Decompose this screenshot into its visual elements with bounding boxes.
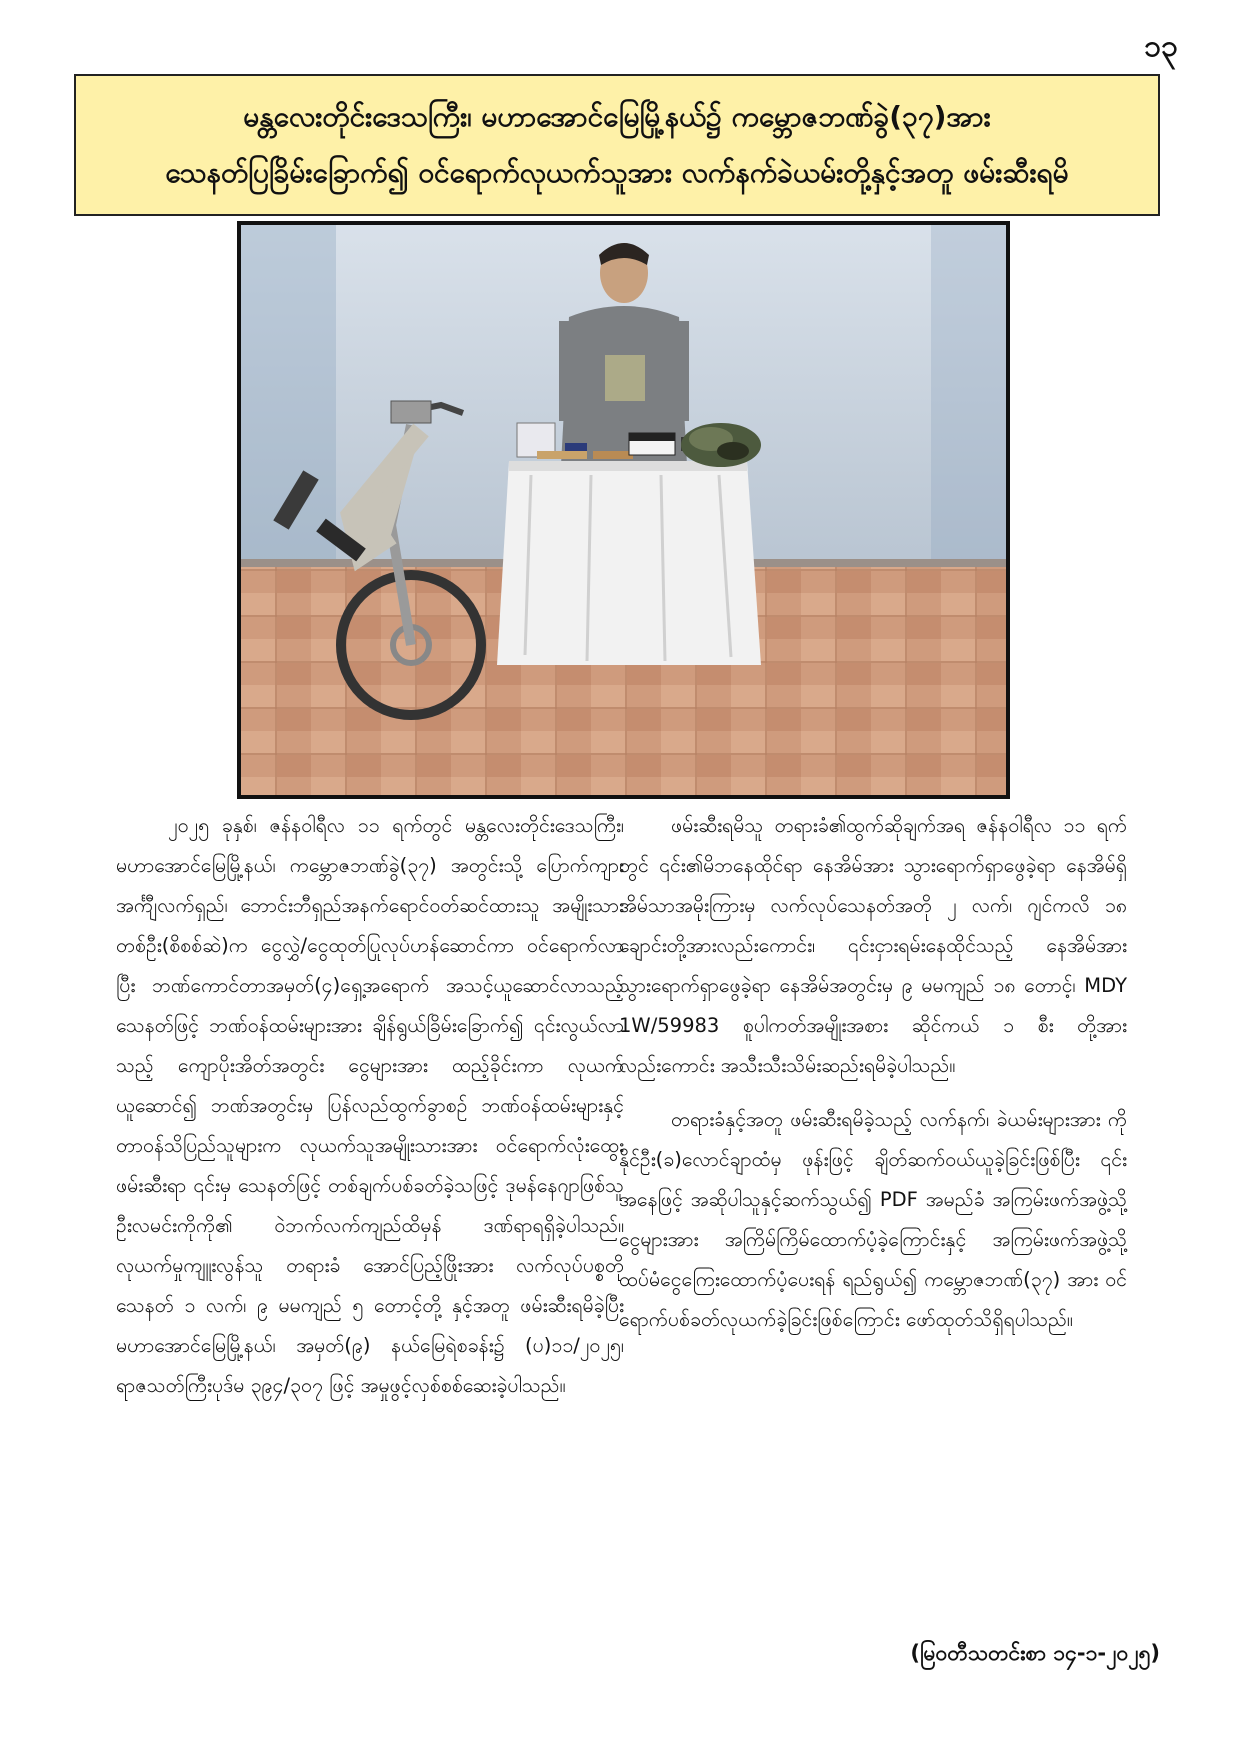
headline-line-2: သေနတ်ပြခြိမ်းခြောက်၍ ဝင်ရောက်လုယက်သူအား လက်နက်ခဲယမ်းတို့နှင့်အတူ ဖမ်းဆီးရမိ bbox=[165, 156, 1069, 189]
news-photo bbox=[237, 221, 1010, 799]
article-column-left bbox=[116, 806, 624, 1406]
page-number: ၁၃ bbox=[1144, 29, 1178, 64]
article-column-right bbox=[619, 806, 1127, 1340]
headline-line-1: မန္တလေးတိုင်းဒေသကြီး၊ မဟာအောင်မြေမြို့နယ်၌ ကမ္ဘောဇဘဏ်ခွဲ(၃၇)အား bbox=[243, 100, 991, 133]
news-photo-illustration bbox=[241, 225, 1006, 795]
article-paragraph: တရားခံနှင့်အတူ ဖမ်းဆီးရမိခဲ့သည့် လက်နက်၊ ခဲယမ်းများအား ကိုနိုင်ဦး(ခ)လောင်ချာထံမှ ဖုန်းဖြင့် ချိတ်ဆက်ဝယ်ယူခဲ့ခြင်းဖြစ်ပြီး ၎င်းအနေဖြင့် အဆိုပါသူနှင့်ဆက်သွယ်၍ PDF အမည်ခံ အကြမ်းဖက်အဖွဲ့သို့ ငွေများအား အကြိမ်ကြိမ်ထောက်ပံ့ခဲ့ကြောင်းနှင့် အကြမ်းဖက်အဖွဲ့သို့ ထပ်မံငွေကြေးထောက်ပံ့ပေးရန် ရည်ရွယ်၍ ကမ္ဘောဇဘဏ်(၃၇) အား ဝင်ရောက်ပစ်ခတ်လုယက်ခဲ့ခြင်းဖြစ်ကြောင်း ဖော်ထုတ်သိရှိရပါသည်။ bbox=[619, 1108, 1127, 1331]
news-source: (မြဝတီသတင်းစာ ၁၄-၁-၂၀၂၅) bbox=[910, 1641, 1160, 1665]
article-paragraph: ဖမ်းဆီးရမိသူ တရားခံ၏ထွက်ဆိုချက်အရ ဇန်နဝါရီလ ၁၁ ရက်တွင် ၎င်း၏မိဘနေထိုင်ရာ နေအိမ်အား သွားရောက်ရှာဖွေခဲ့ရာ နေအိမ်ရှိ အိမ်သာအမိုးကြားမှ လက်လုပ်သေနတ်အတို ၂ လက်၊ ဂျင်ကလိ ၁၈ ချောင်းတို့အားလည်းကောင်း၊ ၎င်းငှားရမ်းနေထိုင်သည့် နေအိမ်အား သွားရောက်ရှာဖွေခဲ့ရာ နေအိမ်အတွင်းမှ ၉ မမကျည် ၁၈ တောင့်၊ MDY 1W/59983 စူပါကတ်အမျိုးအစား ဆိုင်ကယ် ၁ စီး တို့အားလည်းကောင်း အသီးသီးသိမ်းဆည်းရမိခဲ့ပါသည်။ bbox=[619, 814, 1127, 1077]
article-paragraph: ၂၀၂၅ ခုနှစ်၊ ဇန်နဝါရီလ ၁၁ ရက်တွင် မန္တလေးတိုင်းဒေသကြီး၊ မဟာအောင်မြေမြို့နယ်၊ ကမ္ဘောဇဘဏ်ခွဲ(၃၇) အတွင်းသို့ ပြောက်ကျားအင်္ကျီလက်ရှည်၊ ဘောင်းဘီရှည်အနက်ရောင်ဝတ်ဆင်ထားသူ အမျိုးသားတစ်ဦး(စိစစ်ဆဲ)က ငွေလွှဲ/ငွေထုတ်ပြုလုပ်ဟန်ဆောင်ကာ ဝင်ရောက်လာပြီး ဘဏ်ကောင်တာအမှတ်(၄)ရှေ့အရောက် အသင့်ယူဆောင်လာသည့် သေနတ်ဖြင့် ဘဏ်ဝန်ထမ်းများအား ချိန်ရွယ်ခြိမ်းခြောက်၍ ၎င်းလွယ်လာသည့် ကျောပိုးအိတ်အတွင်း ငွေများအား ထည့်ခိုင်းကာ လုယက်ယူဆောင်၍ ဘဏ်အတွင်းမှ ပြန်လည်ထွက်ခွာစဉ် ဘဏ်ဝန်ထမ်းများနှင့် တာဝန်သိပြည်သူများက လုယက်သူအမျိုးသားအား ဝင်ရောက်လုံးထွေးဖမ်းဆီးရာ ၎င်းမှ သေနတ်ဖြင့် တစ်ချက်ပစ်ခတ်ခဲ့သဖြင့် ဒုမန်နေဂျာဖြစ်သူ ဦးလမင်းကိုကို၏ ဝဲဘက်လက်ကျည်ထိမှန် ဒဏ်ရာရရှိခဲ့ပါသည်။ လုယက်မှုကျူးလွန်သူ တရားခံ အောင်ပြည့်ဖြိုးအား လက်လုပ်ပစ္စတို သေနတ် ၁ လက်၊ ၉ မမကျည် ၅ တောင့်တို့ နှင့်အတူ ဖမ်းဆီးရမိခဲ့ပြီး မဟာအောင်မြေမြို့နယ်၊ အမှတ်(၉) နယ်မြေရဲစခန်း၌ (ပ)၁၁/၂၀၂၅၊ ရာဇသတ်ကြီးပုဒ်မ ၃၉၄/၃၀၇ ဖြင့် အမှုဖွင့်လှစ်စစ်ဆေးခဲ့ပါသည်။ bbox=[116, 814, 624, 1397]
headline-box bbox=[74, 74, 1160, 216]
